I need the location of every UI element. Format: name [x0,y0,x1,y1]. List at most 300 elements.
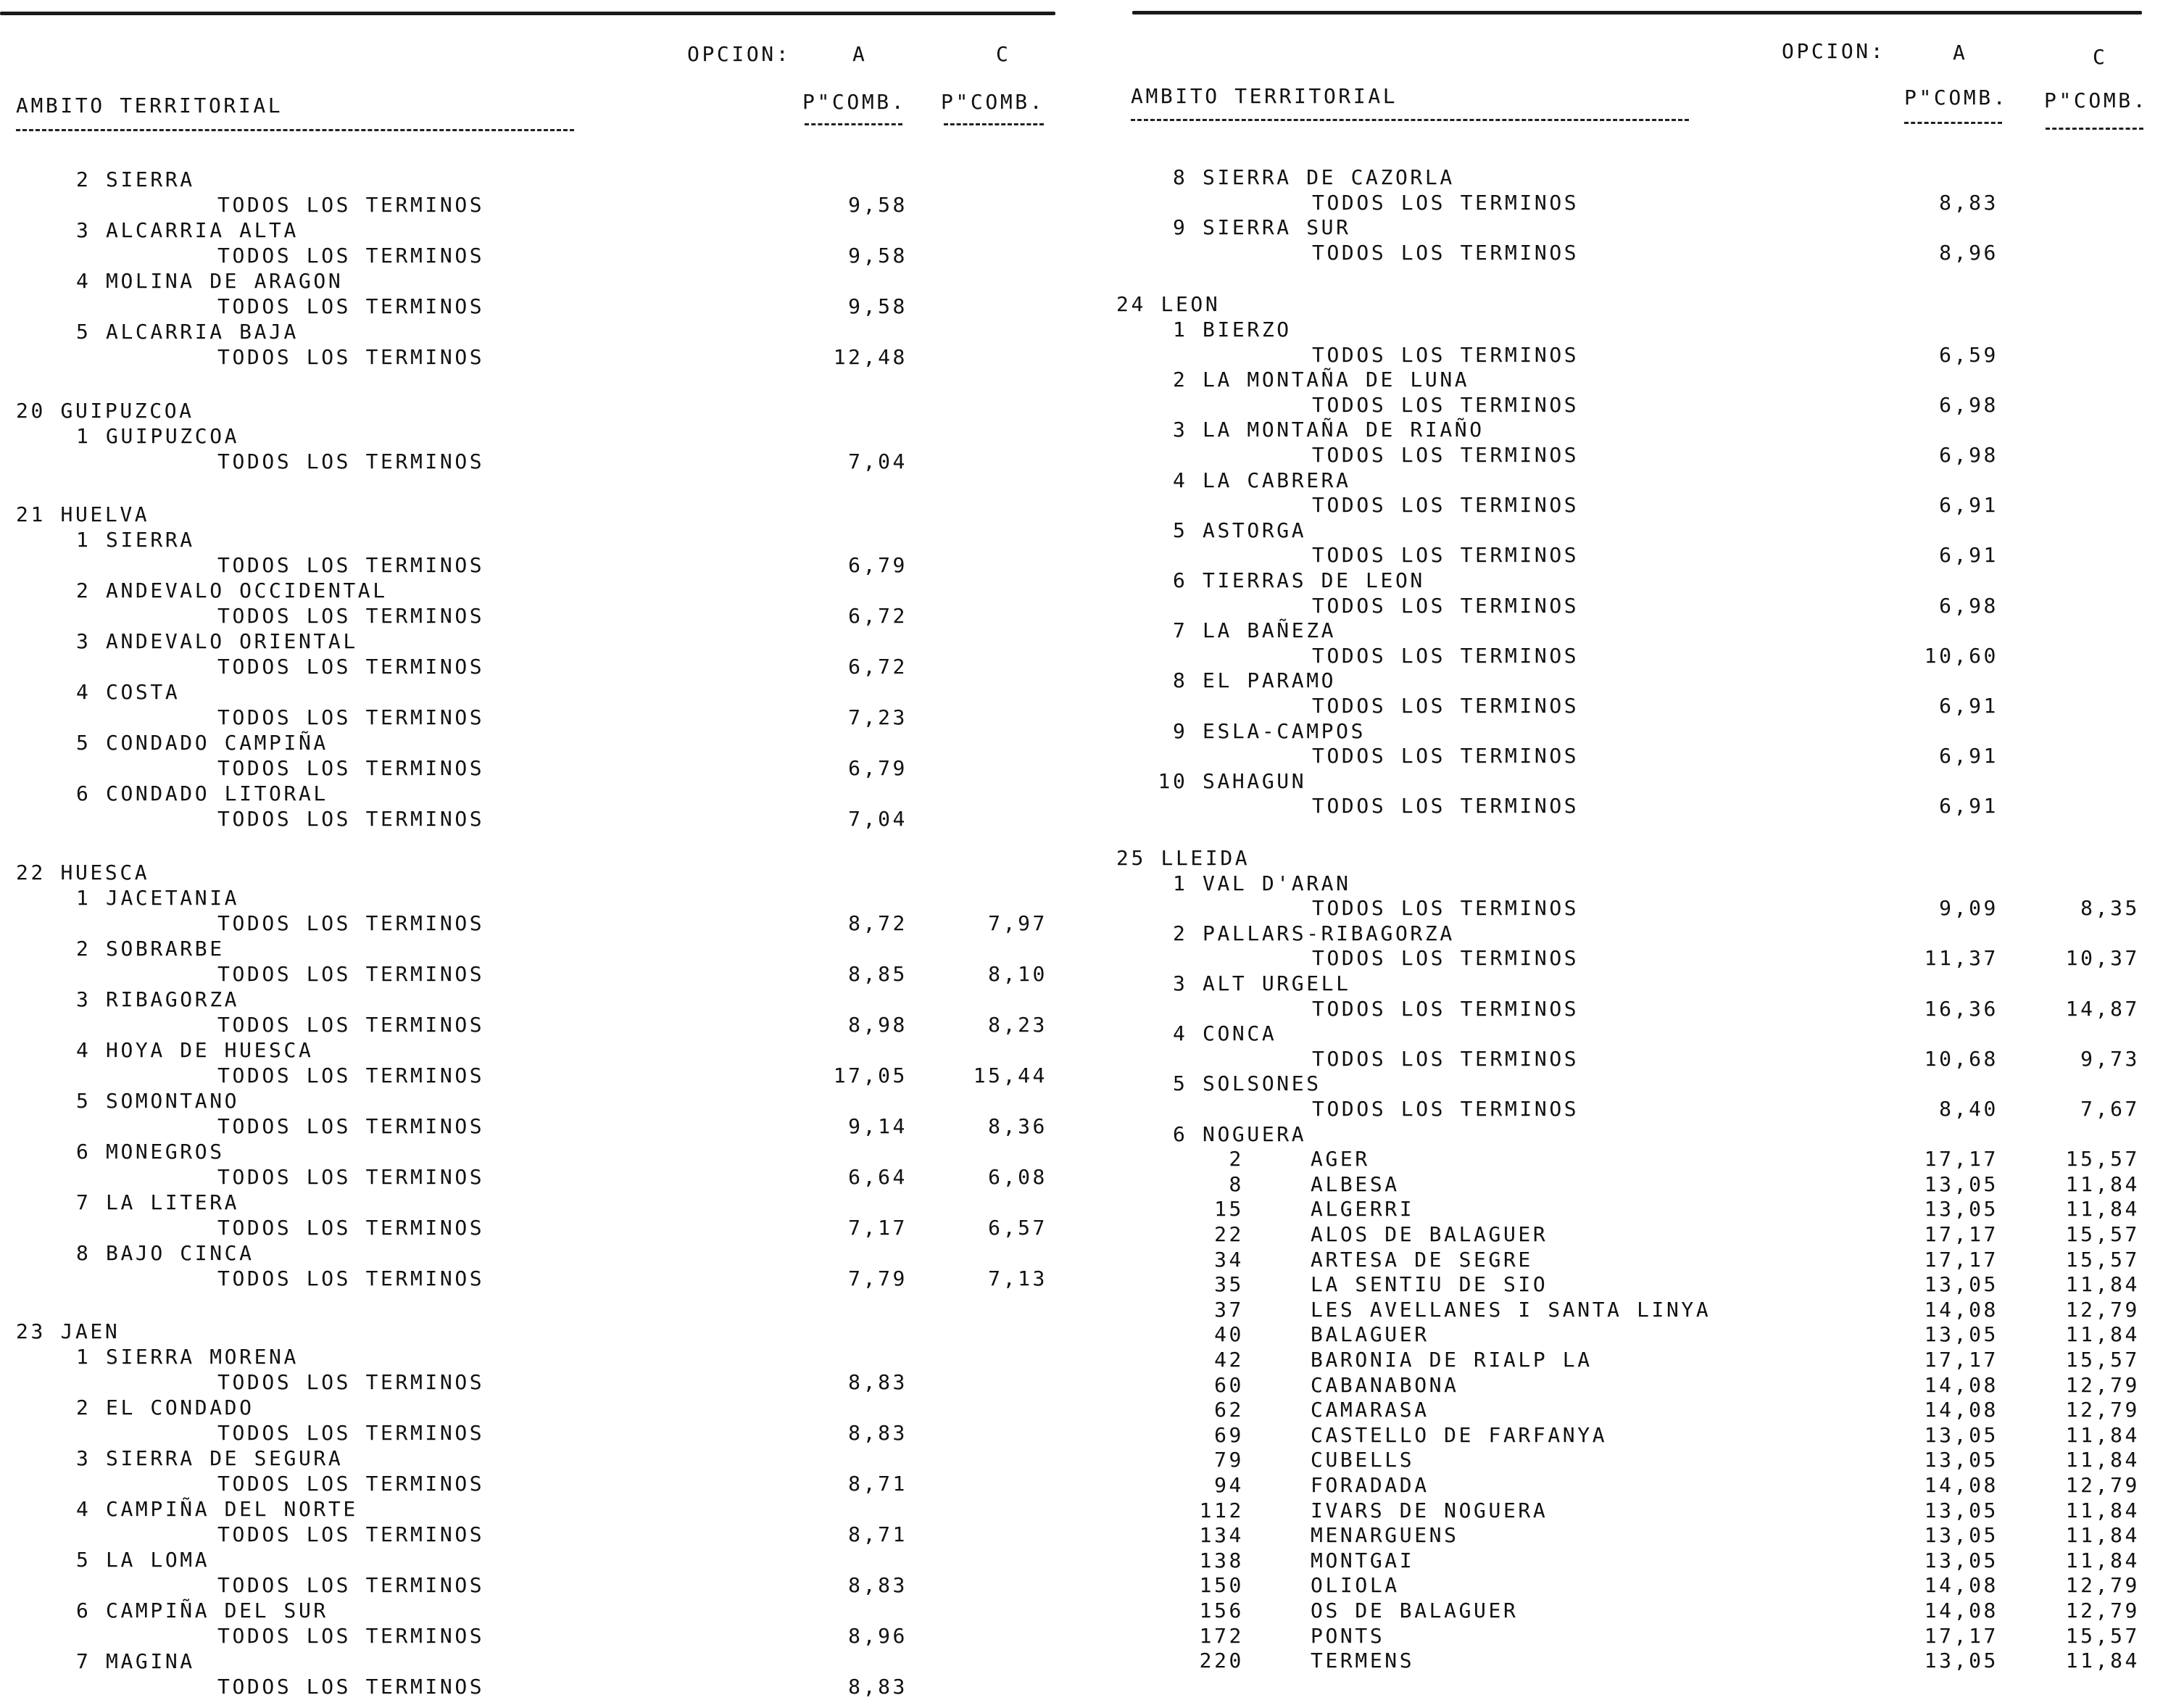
municipality-code: 2 [1229,1147,1244,1172]
comarca-code: 8 [76,1240,91,1265]
value-option-a: 8,85 [848,961,908,986]
municipality-code: 60 [1214,1372,1244,1397]
value-option-c: 12,79 [2065,1398,2140,1422]
value-option-c: 7,67 [2080,1097,2140,1121]
municipality-code: 79 [1214,1448,1244,1472]
municipality-name: ALGERRI [1311,1197,1415,1222]
col-a-heading-right: P"COMB. [1904,86,2009,109]
comarca-name: ALCARRIA BAJA [106,320,299,344]
value-option-a: 17,17 [1924,1147,1998,1172]
province-code: 20 [16,398,46,423]
value-option-c: 6,08 [988,1164,1047,1189]
all-terms-label: TODOS LOS TERMINOS [217,1522,485,1546]
comarca-name: SOMONTANO [106,1088,240,1113]
value-option-c: 12,79 [2065,1473,2140,1497]
comarca-code: 2 [76,936,91,961]
value-option-a: 14,08 [1924,1599,1998,1622]
comarca-name: JACETANIA [106,885,240,910]
comarca-row [0,1021,2184,1046]
municipality-row [0,1222,2184,1247]
province-code: 22 [16,860,46,884]
value-option-c: 12,79 [2065,1372,2140,1397]
province-name: HUELVA [60,502,150,526]
comarca-code: 5 [76,1088,91,1113]
value-option-c: 11,84 [2065,1448,2140,1472]
province-name: LEON [1160,292,1221,317]
comarca-code: 5 [76,731,91,755]
municipality-row [0,1447,2184,1472]
all-terms-label: TODOS LOS TERMINOS [217,1421,485,1445]
all-terms-row [0,895,2184,921]
all-terms-row [0,442,2184,468]
all-terms-row [0,342,2184,368]
option-a-label: A [852,42,868,66]
comarca-row [0,618,2184,643]
value-option-c: 8,23 [988,1012,1047,1037]
all-terms-label: TODOS LOS TERMINOS [1312,342,1579,367]
all-terms-label: TODOS LOS TERMINOS [217,553,485,577]
province-code: 21 [16,502,46,526]
comarca-name: SOLSONES [1203,1071,1321,1096]
comarca-name: SIERRA [106,167,195,191]
value-option-a: 13,05 [1924,1172,1998,1196]
all-terms-row [0,240,2184,265]
municipality-code: 94 [1214,1473,1244,1497]
municipality-row [0,1397,2184,1422]
value-option-c: 11,84 [2065,1172,2140,1196]
all-terms-row [0,693,2184,718]
all-terms-label: TODOS LOS TERMINOS [1312,694,1579,718]
comarca-code: 1 [76,528,91,552]
comarca-name: MAGINA [106,1649,195,1673]
value-option-c: 12,79 [2065,1297,2140,1322]
municipality-code: 15 [1214,1197,1244,1222]
all-terms-label: TODOS LOS TERMINOS [217,961,485,986]
municipality-code: 62 [1214,1398,1244,1422]
value-option-a: 9,09 [1939,896,1998,921]
municipality-name: ARTESA DE SEGRE [1311,1247,1533,1272]
all-terms-label: TODOS LOS TERMINOS [1312,996,1579,1021]
all-terms-label: TODOS LOS TERMINOS [217,1114,485,1138]
all-terms-label: TODOS LOS TERMINOS [1312,946,1579,971]
value-option-a: 13,05 [1924,1322,1998,1347]
value-option-a: 17,17 [1924,1222,1998,1246]
municipality-name: FORADADA [1311,1473,1429,1497]
municipality-name: BARONIA DE RIALP LA [1311,1348,1593,1372]
all-terms-label: TODOS LOS TERMINOS [217,1675,485,1699]
value-option-a: 7,79 [848,1266,908,1290]
comarca-name: SIERRA DE SEGURA [106,1446,344,1470]
comarca-code: 5 [1173,518,1188,542]
value-option-a: 6,91 [1939,694,1998,718]
all-terms-row [0,542,2184,568]
value-option-c: 11,84 [2065,1422,2140,1447]
all-terms-label: TODOS LOS TERMINOS [217,1370,485,1394]
municipality-name: OLIOLA [1311,1573,1400,1598]
comarca-name: COSTA [106,680,180,704]
municipality-code: 220 [1199,1649,1244,1673]
all-terms-label: TODOS LOS TERMINOS [217,911,485,935]
col-a-underline-right [1904,122,2002,124]
all-terms-label: TODOS LOS TERMINOS [1312,744,1579,768]
province-code: 24 [1116,292,1146,317]
value-option-a: 6,98 [1939,593,1998,618]
value-option-c: 7,97 [988,911,1047,935]
comarca-row [0,568,2184,593]
value-option-a: 8,83 [848,1370,908,1394]
all-terms-label: TODOS LOS TERMINOS [1312,493,1579,518]
comarca-code: 2 [1173,921,1188,945]
value-option-a: 6,79 [848,756,908,780]
all-terms-label: TODOS LOS TERMINOS [217,1624,485,1648]
municipality-name: CAMARASA [1311,1398,1429,1422]
all-terms-row [0,1096,2184,1121]
value-option-c: 8,35 [2080,896,2140,921]
municipality-name: PONTS [1311,1623,1385,1648]
all-terms-row [0,492,2184,518]
value-option-c: 11,84 [2065,1272,2140,1297]
option-c-label-right: C [2093,45,2108,69]
ambito-territorial-heading-right: AMBITO TERRITORIAL [1131,84,1398,108]
option-c-label: C [996,42,1011,66]
comarca-code: 1 [1173,871,1188,895]
comarca-code: 3 [76,629,91,653]
value-option-a: 8,83 [1939,190,1998,215]
value-option-c: 15,44 [973,1063,1047,1087]
value-option-c: 11,84 [2065,1523,2140,1548]
comarca-code: 4 [76,1037,91,1062]
value-option-c: 15,57 [2065,1222,2140,1246]
comarca-row [0,468,2184,493]
comarca-name: CONCA [1203,1021,1277,1046]
value-option-a: 7,17 [848,1215,908,1240]
municipality-code: 112 [1199,1498,1244,1522]
comarca-name: MONEGROS [106,1139,225,1164]
col-c-heading-right: P"COMB. [2044,88,2148,112]
comarca-name: ALT URGELL [1203,971,1351,995]
comarca-code: 6 [76,781,91,805]
comarca-row [0,718,2184,744]
all-terms-label: TODOS LOS TERMINOS [217,1164,485,1189]
comarca-name: SOBRARBE [106,936,225,961]
comarca-row [0,1071,2184,1096]
comarca-name: ASTORGA [1203,518,1307,542]
value-option-a: 17,17 [1924,1247,1998,1272]
comarca-row [0,165,2184,190]
value-option-a: 7,23 [848,705,908,729]
all-terms-label: TODOS LOS TERMINOS [1312,443,1579,467]
all-terms-label: TODOS LOS TERMINOS [217,244,485,268]
comarca-row [0,768,2184,794]
municipality-name: CASTELLO DE FARFANYA [1311,1422,1608,1447]
comarca-code: 4 [76,1497,91,1521]
value-option-a: 8,83 [848,1421,908,1445]
province-name: JAEN [60,1319,120,1343]
value-option-a: 12,48 [833,345,908,369]
value-option-a: 6,98 [1939,392,1998,417]
value-option-c: 8,10 [988,961,1047,986]
value-option-c: 11,84 [2065,1649,2140,1673]
municipality-row [0,1322,2184,1347]
value-option-c: 11,84 [2065,1322,2140,1347]
comarca-code: 1 [76,885,91,910]
value-option-a: 14,08 [1924,1297,1998,1322]
comarca-code: 3 [76,987,91,1011]
municipality-row [0,1422,2184,1448]
municipality-code: 134 [1199,1523,1244,1548]
all-terms-label: TODOS LOS TERMINOS [1312,392,1579,417]
province-name: LLEIDA [1160,846,1250,870]
all-terms-label: TODOS LOS TERMINOS [1312,190,1579,215]
value-option-c: 12,79 [2065,1573,2140,1598]
value-option-a: 8,83 [848,1573,908,1597]
all-terms-row [0,945,2184,971]
municipality-name: BALAGUER [1311,1322,1429,1347]
comarca-name: BIERZO [1203,318,1292,341]
comarca-name: LA LOMA [106,1548,210,1572]
municipality-name: ALBESA [1311,1172,1400,1196]
all-terms-label: TODOS LOS TERMINOS [217,1215,485,1240]
col-c-heading: P"COMB. [941,90,1045,114]
comarca-code: 2 [1173,368,1188,392]
comarca-name: PALLARS-RIBAGORZA [1203,921,1455,945]
comarca-name: ALCARRIA ALTA [106,218,299,242]
municipality-code: 8 [1229,1172,1244,1196]
value-option-a: 9,58 [848,294,908,318]
municipality-row [0,1347,2184,1372]
all-terms-row [0,793,2184,818]
all-terms-label: TODOS LOS TERMINOS [217,1266,485,1290]
value-option-a: 6,59 [1939,342,1998,367]
province-name: HUESCA [60,860,150,884]
municipality-row [0,1598,2184,1623]
comarca-code: 1 [76,1345,91,1369]
municipality-row [0,1548,2184,1573]
comarca-name: CAMPIÑA DEL NORTE [106,1497,358,1521]
municipality-name: TERMENS [1311,1649,1415,1673]
value-option-a: 9,58 [848,244,908,268]
all-terms-label: TODOS LOS TERMINOS [1312,240,1579,265]
comarca-name: CONDADO LITORAL [106,781,328,805]
all-terms-label: TODOS LOS TERMINOS [1312,1097,1579,1121]
comarca-code: 5 [76,1548,91,1572]
comarca-name: EL CONDADO [106,1396,254,1419]
value-option-a: 13,05 [1924,1649,1998,1673]
comarca-name: ESLA-CAMPOS [1203,718,1366,743]
value-option-a: 6,91 [1939,794,1998,818]
municipality-row [0,1196,2184,1222]
all-terms-label: TODOS LOS TERMINOS [1312,593,1579,618]
all-terms-label: TODOS LOS TERMINOS [1312,1046,1579,1071]
all-terms-label: TODOS LOS TERMINOS [217,807,485,831]
value-option-a: 6,98 [1939,443,1998,467]
province-code: 25 [1116,846,1146,870]
comarca-row [0,871,2184,896]
all-terms-label: TODOS LOS TERMINOS [217,449,485,473]
comarca-code: 4 [76,269,91,293]
municipality-name: CABANABONA [1311,1372,1459,1397]
province-code: 23 [16,1319,46,1343]
province-name: GUIPUZCOA [60,398,194,423]
value-option-a: 6,91 [1939,493,1998,518]
value-option-a: 10,60 [1924,643,1998,668]
comarca-code: 9 [1173,718,1188,743]
municipality-row [0,1472,2184,1498]
comarca-row [0,317,2184,342]
comarca-row [0,668,2184,693]
value-option-a: 8,96 [848,1624,908,1648]
comarca-code: 8 [1173,668,1188,693]
municipality-row [0,1372,2184,1398]
comarca-code: 2 [76,1396,91,1419]
comarca-code: 6 [76,1599,91,1622]
value-option-a: 7,04 [848,449,908,473]
comarca-row [0,367,2184,392]
value-option-c: 11,84 [2065,1197,2140,1222]
comarca-row [0,971,2184,996]
municipality-name: MENARGUENS [1311,1523,1459,1548]
municipality-name: OS DE BALAGUER [1311,1599,1519,1622]
municipality-row [0,1623,2184,1649]
value-option-c: 9,73 [2080,1046,2140,1071]
comarca-name: LA LITERA [106,1190,240,1214]
value-option-a: 13,05 [1924,1523,1998,1548]
comarca-name: VAL D'ARAN [1203,871,1351,895]
value-option-a: 13,05 [1924,1197,1998,1222]
value-option-a: 8,96 [1939,240,1998,265]
municipality-row [0,1572,2184,1598]
comarca-name: LA MONTAÑA DE RIAÑO [1203,418,1485,442]
all-terms-label: TODOS LOS TERMINOS [217,1012,485,1037]
comarca-code: 8 [1173,165,1188,189]
comarca-code: 3 [76,1446,91,1470]
value-option-a: 6,64 [848,1164,908,1189]
comarca-name: GUIPUZCOA [106,423,240,448]
value-option-a: 17,05 [833,1063,908,1087]
value-option-a: 14,08 [1924,1573,1998,1598]
comarca-name: SAHAGUN [1203,768,1307,793]
all-terms-label: TODOS LOS TERMINOS [1312,794,1579,818]
all-terms-row [0,996,2184,1021]
comarca-code: 6 [1173,568,1188,592]
all-terms-label: TODOS LOS TERMINOS [1312,896,1579,921]
comarca-code: 9 [1173,215,1188,240]
value-option-a: 14,08 [1924,1398,1998,1422]
value-option-c: 12,79 [2065,1599,2140,1622]
comarca-code: 6 [1173,1121,1188,1146]
value-option-a: 8,40 [1939,1097,1998,1121]
comarca-name: MOLINA DE ARAGON [106,269,344,293]
value-option-a: 9,58 [848,193,908,217]
municipality-code: 150 [1199,1573,1244,1598]
value-option-a: 8,71 [848,1472,908,1496]
comarca-code: 1 [1173,318,1188,341]
comarca-name: SIERRA SUR [1203,215,1351,240]
value-option-a: 6,72 [848,655,908,679]
municipality-name: LES AVELLANES I SANTA LINYA [1311,1297,1711,1322]
comarca-code: 2 [76,167,91,191]
all-terms-label: TODOS LOS TERMINOS [217,345,485,369]
comarca-code: 3 [1173,971,1188,995]
comarca-code: 2 [76,579,91,602]
value-option-a: 14,08 [1924,1473,1998,1497]
municipality-code: 37 [1214,1297,1244,1322]
comarca-row [0,921,2184,946]
comarca-code: 3 [1173,418,1188,442]
municipality-row [0,1498,2184,1523]
comarca-row [0,1121,2184,1147]
value-option-a: 17,17 [1924,1623,1998,1648]
value-option-c: 15,57 [2065,1247,2140,1272]
value-option-a: 13,05 [1924,1448,1998,1472]
all-terms-row [0,593,2184,618]
municipality-code: 138 [1199,1548,1244,1572]
all-terms-row [0,1046,2184,1071]
municipality-code: 22 [1214,1222,1244,1246]
opcion-label-right: OPCION: [1782,39,1886,63]
comarca-code: 4 [1173,1021,1188,1046]
municipality-code: 34 [1214,1247,1244,1272]
value-option-c: 15,57 [2065,1348,2140,1372]
value-option-a: 8,72 [848,911,908,935]
value-option-a: 11,37 [1924,946,1998,971]
all-terms-label: TODOS LOS TERMINOS [217,756,485,780]
comarca-row [0,417,2184,442]
municipality-row [0,1146,2184,1172]
value-option-a: 6,79 [848,553,908,577]
municipality-row [0,1272,2184,1297]
municipality-name: IVARS DE NOGUERA [1311,1498,1548,1522]
all-terms-label: TODOS LOS TERMINOS [217,705,485,729]
ambito-underline-right [1131,119,1689,121]
comarca-row [0,215,2184,240]
municipality-code: 35 [1214,1272,1244,1297]
value-option-a: 13,05 [1924,1422,1998,1447]
value-option-a: 13,05 [1924,1498,1998,1522]
value-option-a: 8,71 [848,1522,908,1546]
comarca-name: LA CABRERA [1203,468,1351,492]
municipality-code: 40 [1214,1322,1244,1347]
comarca-name: CONDADO CAMPIÑA [106,731,328,755]
value-option-a: 6,91 [1939,744,1998,768]
comarca-code: 3 [76,218,91,242]
value-option-c: 11,84 [2065,1498,2140,1522]
province-row [0,291,2184,317]
value-option-a: 13,05 [1924,1272,1998,1297]
value-option-a: 8,83 [848,1675,908,1699]
municipality-code: 42 [1214,1348,1244,1372]
comarca-code: 4 [76,680,91,704]
comarca-name: ANDEVALO ORIENTAL [106,629,358,653]
comarca-name: BAJO CINCA [106,1240,254,1265]
comarca-name: LA BAÑEZA [1203,618,1337,643]
opcion-label: OPCION: [687,42,792,66]
comarca-name: EL PARAMO [1203,668,1337,693]
value-option-c: 8,36 [988,1114,1047,1138]
all-terms-label: TODOS LOS TERMINOS [217,1063,485,1087]
value-option-c: 15,57 [2065,1147,2140,1172]
value-option-a: 10,68 [1924,1046,1998,1071]
value-option-a: 7,04 [848,807,908,831]
comarca-code: 7 [1173,618,1188,643]
municipality-row [0,1247,2184,1272]
value-option-c: 11,84 [2065,1548,2140,1572]
all-terms-label: TODOS LOS TERMINOS [217,1573,485,1597]
col-a-heading: P"COMB. [802,90,907,114]
comarca-name: LA MONTAÑA DE LUNA [1203,368,1470,392]
value-option-a: 6,91 [1939,543,1998,568]
value-option-a: 16,36 [1924,996,1998,1021]
